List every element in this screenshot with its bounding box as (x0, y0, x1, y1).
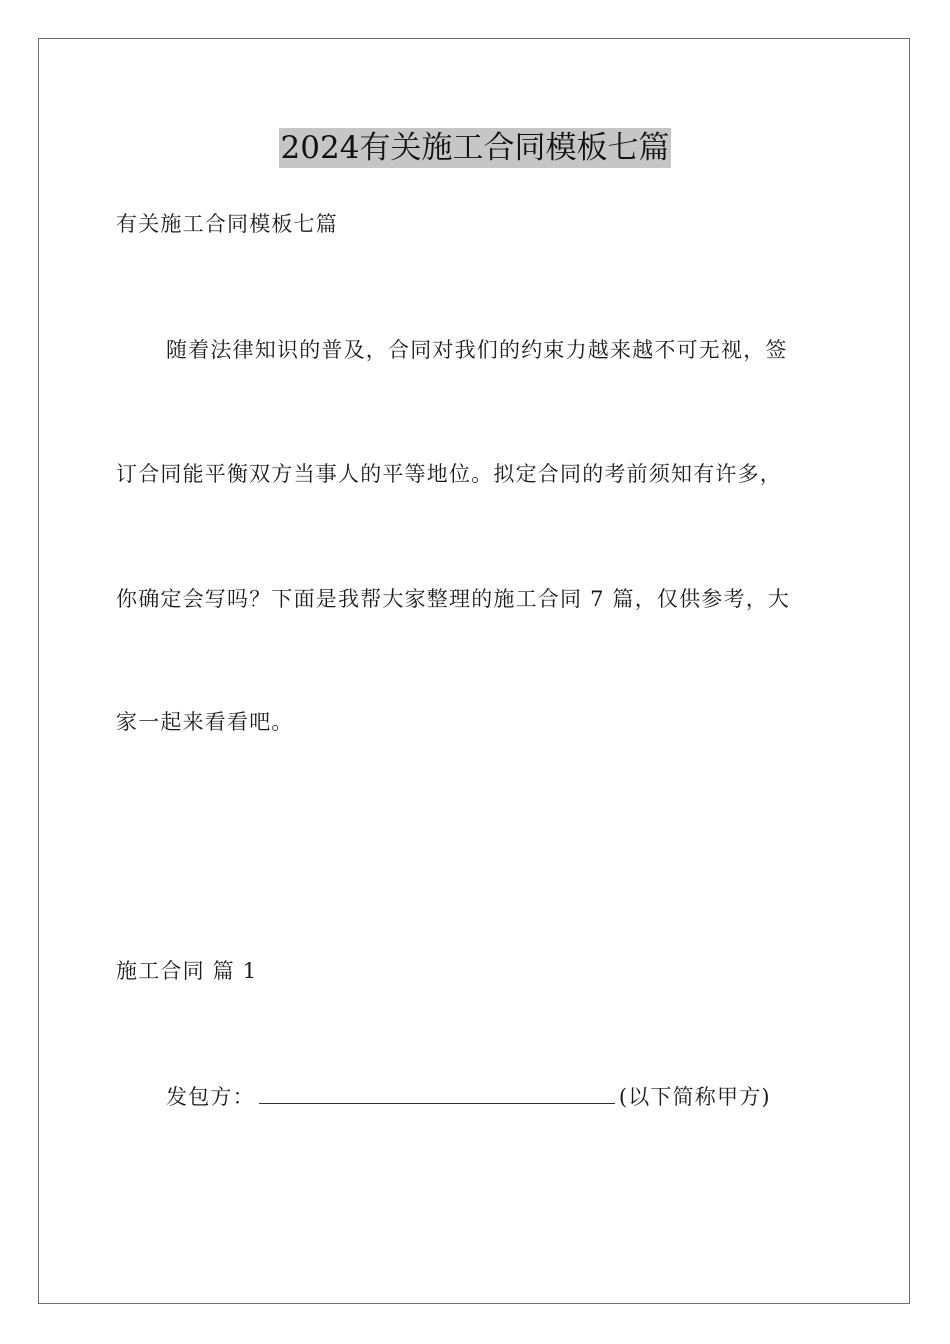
intro-line-4: 家一起来看看吧。 (116, 710, 294, 734)
document-title: 2024有关施工合同模板七篇 (280, 130, 670, 166)
party-suffix: (以下简称甲方) (618, 1085, 771, 1109)
party-line (166, 1081, 771, 1111)
intro-line-2: 订合同能平衡双方当事人的平等地位。拟定合同的考前须知有许多， (116, 462, 782, 486)
section-heading: 施工合同 篇 1 (116, 959, 258, 983)
intro-line-3: 你确定会写吗？下面是我帮大家整理的施工合同 7 篇，仅供参考，大 (116, 587, 791, 611)
document-subtitle: 有关施工合同模板七篇 (116, 212, 338, 236)
party-label: 发包方： (166, 1085, 255, 1109)
party-fill-blank[interactable] (259, 1081, 615, 1104)
title-container (0, 128, 950, 168)
intro-line-1: 随着法律知识的普及，合同对我们的约束力越来越不可无视，签 (166, 338, 788, 362)
